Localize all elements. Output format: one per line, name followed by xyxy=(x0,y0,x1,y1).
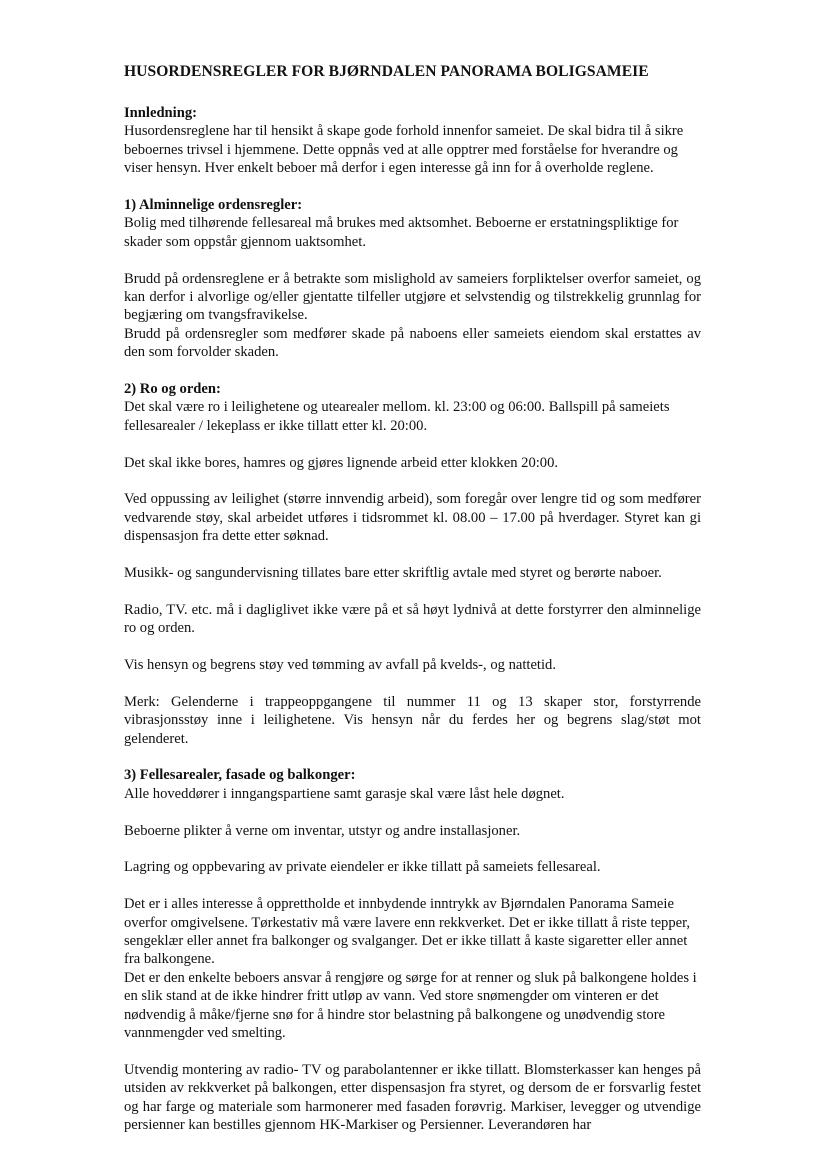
section-2-paragraph: Det skal være ro i leilighetene og utearealer mellom. kl. 23:00 og 06:00. Ballspill på sameiets fellesarealer / lekeplass er ikke tillatt etter kl. 20:00. xyxy=(124,399,670,434)
section-1-paragraph: Brudd på ordensreglene er å betrakte som mislighold av sameiers forpliktelser overfor sameiet, og kan derfor i alvorlige og/eller gjentatte tilfeller utgjøre et selvstendig og tilstrekkelig grunnlag for begjæring om tvangsfravikelse. xyxy=(124,270,701,324)
section-3-paragraph: Lagring og oppbevaring av private eiendeler er ikke tillatt på sameiets fellesareal. xyxy=(124,859,601,876)
document-page xyxy=(124,62,701,1135)
intro-heading: Innledning: xyxy=(124,105,198,121)
section-1-paragraph: Bolig med tilhørende fellesareal må brukes med aktsomhet. Beboerne er erstatningspliktige for skader som oppstår gjennom uaktsomhet. xyxy=(124,215,679,250)
section-3-paragraph: Alle hoveddører i inngangspartiene samt garasje skal være låst hele døgnet. xyxy=(124,785,565,802)
document-title: HUSORDENSREGLER FOR BJØRNDALEN PANORAMA BOLIGSAMEIE xyxy=(124,63,649,80)
section-3-paragraph: Det er den enkelte beboers ansvar å rengjøre og sørge for at renner og sluk på balkongene holdes i en slik stand at de ikke hindrer fritt utløp av vann. Ved store snømengder om vinteren er det nødvendig å måke/fjerne snø for å hindre stor belastning på balkongene og unødvendig store vannmengder ved smelting. xyxy=(124,969,697,1042)
section-3-heading: 3) Fellesarealer, fasade og balkonger: xyxy=(124,767,356,784)
section-2-heading: 2) Ro og orden: xyxy=(124,381,221,398)
section-2-paragraph: Musikk- og sangundervisning tillates bare etter skriftlig avtale med styret og berørte naboer. xyxy=(124,565,662,582)
section-3-paragraph: Utvendig montering av radio- TV og parabolantenner er ikke tillatt. Blomsterkasser kan henges på utsiden av rekkverket på balkongen, etter dispensasjon fra styret, og dersom de er forsvarlig festet og har farge og materiale som harmonerer med fasaden forøvrig. Markiser, levegger og utvendige persienner kan bestilles gjennom HK-Markiser og Persienner. Leverandøren har xyxy=(124,1061,701,1134)
section-1-heading: 1) Alminnelige ordensregler: xyxy=(124,197,303,214)
section-3-paragraph: Beboerne plikter å verne om inventar, utstyr og andre installasjoner. xyxy=(124,822,521,839)
section-2-paragraph: Merk: Gelenderne i trappeoppgangene til nummer 11 og 13 skaper stor, forstyrrende vibrasjonsstøy inne i leilighetene. Vis hensyn når du ferdes her og begrens slag/støt mot gelenderet. xyxy=(124,693,701,747)
intro-text: Husordensreglene har til hensikt å skape gode forhold innenfor sameiet. De skal bidra til å sikre beboernes trivsel i hjemmene. Dette oppnås ved at alle opptrer med forståelse for hverandre og viser hensyn. Hver enkelt beboer må derfor i egen interesse gå inn for å overholde reglene. xyxy=(124,123,684,177)
section-2-paragraph: Vis hensyn og begrens støy ved tømming av avfall på kvelds-, og nattetid. xyxy=(124,657,556,674)
section-2-paragraph: Det skal ikke bores, hamres og gjøres lignende arbeid etter klokken 20:00. xyxy=(124,454,559,471)
section-1-paragraph: Brudd på ordensregler som medfører skade på naboens eller sameiets eiendom skal erstattes av den som forvolder skaden. xyxy=(124,325,701,361)
section-2-paragraph: Ved oppussing av leilighet (større innvendig arbeid), som foregår over lengre tid og som medfører vedvarende støy, skal arbeidet utføres i tidsrommet kl. 08.00 – 17.00 på hverdager. Styret kan gi dispensasjon fra dette etter søknad. xyxy=(124,491,701,545)
section-3-paragraph: Det er i alles interesse å opprettholde et innbydende inntrykk av Bjørndalen Panorama Sameie overfor omgivelsene. Tørkestativ må være lavere enn rekkverket. Det er ikke tillatt å riste tepper, sengeklær eller annet fra balkonger og svalganger. Det er ikke tillatt å kaste sigaretter eller annet fra balkongene. xyxy=(124,896,691,968)
section-2-paragraph: Radio, TV. etc. må i dagliglivet ikke være på et så høyt lydnivå at dette forstyrrer den alminnelige ro og orden. xyxy=(124,601,701,637)
